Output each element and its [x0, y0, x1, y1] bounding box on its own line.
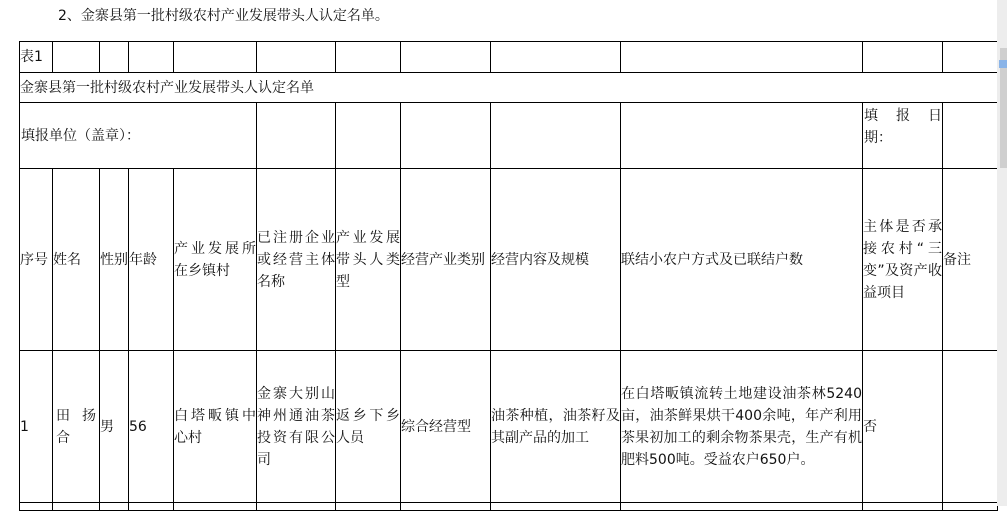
edge-marker-icon	[999, 60, 1007, 68]
header-remark: 备注	[943, 169, 998, 351]
header-link: 联结小农户方式及已联结户数	[621, 169, 863, 351]
table-title-row	[20, 73, 998, 103]
header-category: 经营产业类别	[401, 169, 491, 351]
row-age: 56	[129, 351, 174, 503]
table-title: 金寨县第一批村级农村产业发展带头人认定名单	[20, 73, 998, 103]
header-no: 序号	[20, 169, 53, 351]
header-sex: 性别	[100, 169, 129, 351]
row-name: 田 扬合	[53, 351, 100, 503]
table-label-row	[20, 42, 998, 73]
row-link: 在白塔畈镇流转土地建设油茶林5240亩，油茶鲜果烘干400余吨，年产利用茶果初加工的剩余物茶果壳，生产有机肥料500吨。受益农户650户。	[621, 351, 863, 503]
row-type: 返乡下乡人员	[336, 351, 401, 503]
header-entity: 已注册企业或经营主体名称	[257, 169, 336, 351]
row-no: 1	[20, 351, 53, 503]
fill-date-label: 填 报 日 期：	[863, 103, 943, 169]
header-subject: 主体是否承接农村“三变”及资产收益项目	[863, 169, 943, 351]
table-container	[19, 41, 998, 511]
row-content: 油茶种植，油茶籽及其副产品的加工	[491, 351, 621, 503]
header-age: 年龄	[129, 169, 174, 351]
header-row	[20, 169, 998, 351]
table-row	[20, 351, 998, 503]
header-name: 姓名	[53, 169, 100, 351]
row-remark	[943, 351, 998, 503]
table-label: 表1	[20, 42, 53, 73]
header-town: 产业发展所在乡镇村	[174, 169, 257, 351]
row-category: 综合经营型	[401, 351, 491, 503]
intro-text: 2、金寨县第一批村级农村产业发展带头人认定名单。	[58, 8, 389, 24]
next-row-partial	[20, 503, 998, 511]
header-content: 经营内容及规模	[491, 169, 621, 351]
row-subject: 否	[863, 351, 943, 503]
row-sex: 男	[100, 351, 129, 503]
header-type: 产业发展带头人类型	[336, 169, 401, 351]
leader-list-table	[19, 41, 998, 511]
row-town: 白塔畈镇中心村	[174, 351, 257, 503]
row-entity: 金寨大别山神州通油茶投资有限公司	[257, 351, 336, 503]
fill-info-row	[20, 103, 998, 169]
fill-unit-label: 填报单位（盖章）：	[20, 103, 257, 169]
